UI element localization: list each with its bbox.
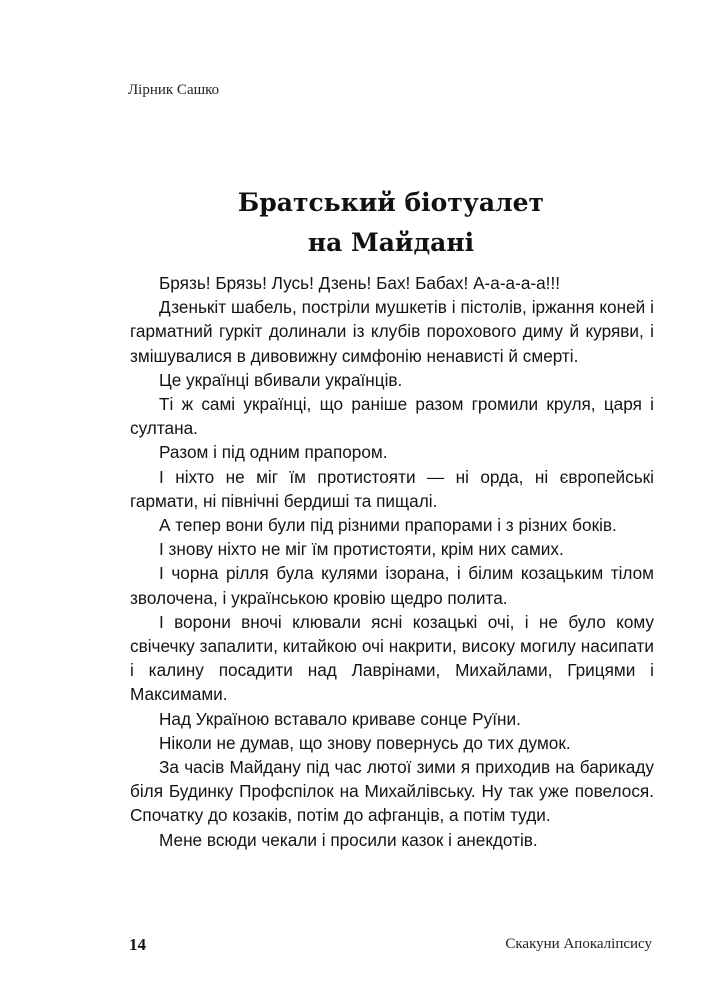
paragraph: Брязь! Брязь! Лусь! Дзень! Бах! Бабах! А-а-а-а-а!!! [159,273,560,293]
paragraph: За часів Майдану під час лютої зими я приходив на барикаду біля Будинку Профспілок на Михайлівську. Ну так уже повелося. Спочатку до козаків, потім до афганців, а потім туди. [130,757,654,826]
running-foot-book-title: Скакуни Апокаліпсису [505,936,652,952]
paragraph: Над Україною вставало криваве сонце Руїни. [159,708,521,729]
paragraph: Мене всюди чекали і просили казок і анекдотів. [159,829,538,850]
paragraph: Ті ж самі українці, що раніше разом громили круля, царя і султана. [130,394,654,439]
paragraph: Разом і під одним прапором. [159,442,388,463]
paragraph: Дзенькіт шабель, постріли мушкетів і пістолів, іржання коней і гарматний гуркіт долинали із клубів порохового диму й куряви, і змішувалися в дивовижну симфонію ненависті й смерті. [130,297,654,366]
paragraph: Це українці вбивали українців. [159,369,403,390]
paragraph: І знову ніхто не міг їм протистояти, крім них самих. [159,539,564,560]
chapter-title [130,183,652,263]
paragraph: А тепер вони були під різними прапорами і з різних боків. [159,515,617,536]
chapter-body [130,271,654,852]
paragraph: І ворони вночі клювали ясні козацькі очі, і не було кому свічечку запалити, китайкою очі накрити, високу могилу насипати і калину посадити над Лаврінами, Михайлами, Грицями і Максимами. [130,611,654,705]
page-number: 14 [129,935,146,954]
paragraph: Ніколи не думав, що знову повернусь до тих думок. [159,732,571,753]
chapter-title-line-1: Братський біотуалет [237,188,545,217]
running-head-author: Лірник Сашко [128,82,220,98]
paragraph: І чорна рілля була кулями ізорана, і білим козацьким тілом зволочена, і українською кровію щедро полита. [130,563,654,608]
chapter-title-line-2: на Майдані [307,228,475,257]
paragraph: І ніхто не міг їм протистояти — ні орда, ні європейські гармати, ні північні бердиші та пищалі. [130,466,654,511]
